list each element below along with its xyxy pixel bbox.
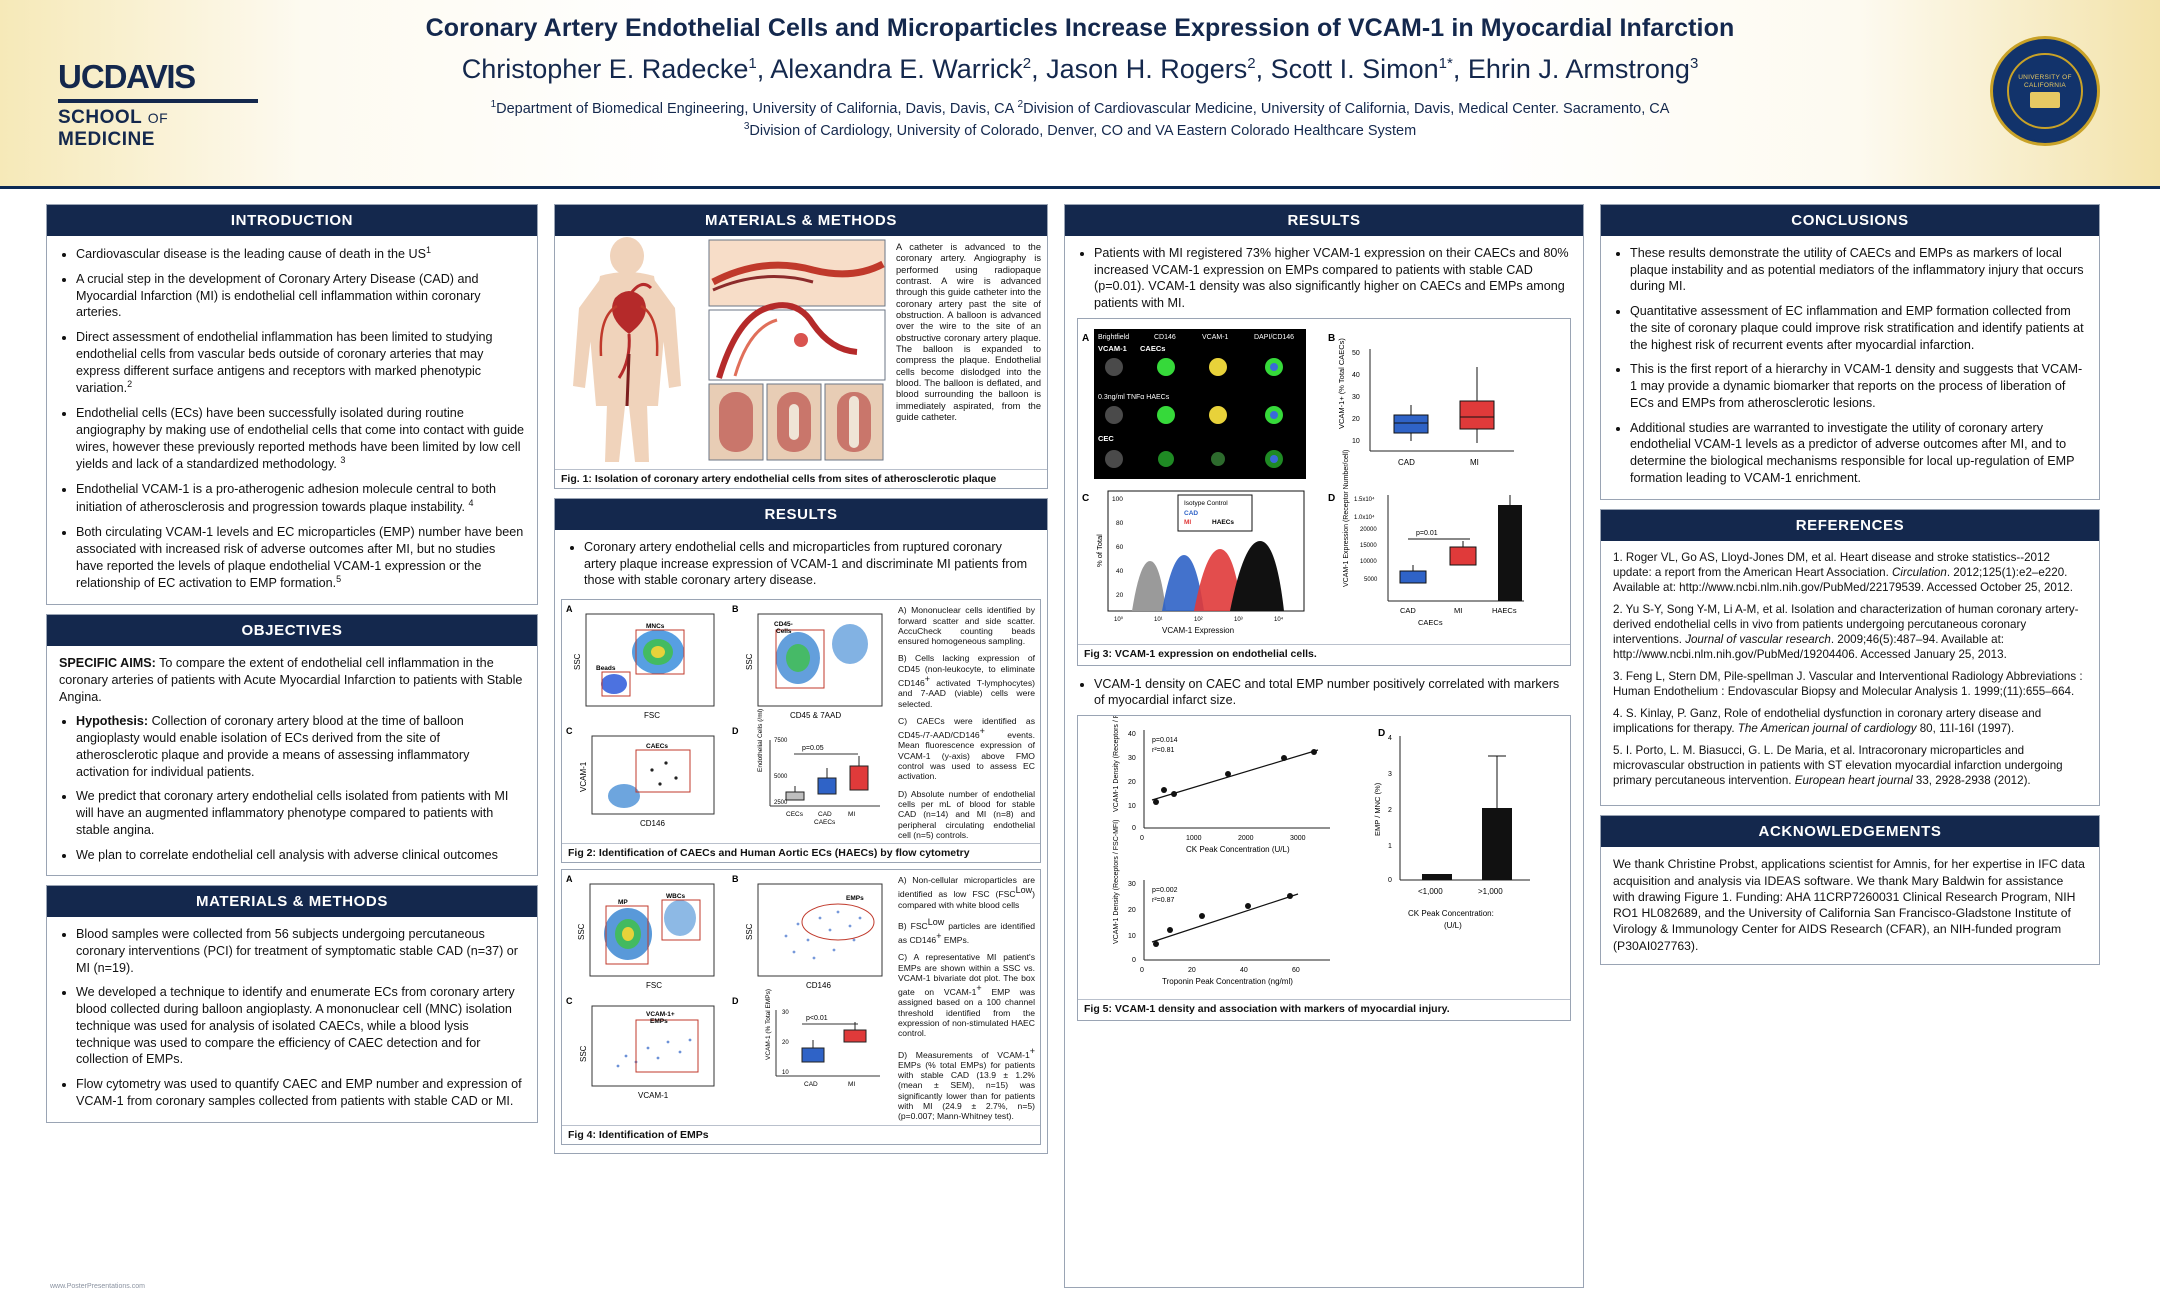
svg-text:10¹: 10¹	[1154, 616, 1163, 623]
svg-text:DAPI/CD146: DAPI/CD146	[1254, 333, 1295, 341]
reference-item: 4. S. Kinlay, P. Ganz, Role of endothelial dysfunction in coronary artery disease and implications for therapy. The American journal of cardiology 80, 11I-16I (1997).	[1613, 707, 2042, 736]
svg-text:VCAM-1+: VCAM-1+	[646, 1011, 675, 1019]
figure-4-caption: Fig 4: Identification of EMPs	[562, 1125, 1040, 1144]
note-c: C) CAECs were identified as CD45-/7-AAD/CD146+ events. Mean fluorescence expression of VCAM-1 (y-axis) above FMO control was used to assess EC activation.	[898, 715, 1035, 782]
svg-text:10⁰: 10⁰	[1114, 616, 1124, 623]
acknowledgements-title: ACKNOWLEDGEMENTS	[1601, 816, 2099, 847]
svg-text:HAECs: HAECs	[1492, 605, 1517, 615]
svg-text:C: C	[1082, 492, 1090, 504]
seal-label: UNIVERSITY OF CALIFORNIA	[2018, 74, 2072, 89]
svg-text:4: 4	[1388, 735, 1392, 743]
affiliation-line-1: $^1$Department of Biomedical Engineering, University of California, Davis, Davis, CA $^2$Division of Cardiovascular Medicine, University of California, Davis, Medical Center. Sacramento, CA	[490, 99, 1670, 117]
list-item: • Cardiovascular disease is the leading cause of death in the $US^1$	[76, 245, 525, 263]
svg-text:EMP / MNC (%): EMP / MNC (%)	[1373, 782, 1382, 837]
reference-item: 2. Yu S-Y, Song Y-M, Li A-M, et al. Isolation and characterization of human coronary artery-derived endothelial cells in vivo from patients undergoing percutaneous coronary interventions. Journal of vascular research. 2009;46(5):487–94. Available at: http://www.ncbi.nlm.nih.gov/PubMed/19204406. Accessed January 25, 2013.	[1613, 602, 2079, 661]
svg-text:60: 60	[1292, 967, 1300, 975]
svg-text:CD146: CD146	[1154, 333, 1176, 341]
svg-text:60: 60	[1116, 543, 1124, 551]
column-1	[46, 204, 538, 1288]
note-a: A) Non-cellular microparticles are identified as low FSC $(FSC^{Low})$ compared with white blood cells	[898, 875, 1035, 910]
svg-text:D: D	[1378, 728, 1386, 740]
university-seal-icon	[1990, 36, 2100, 146]
note-d: D) Measurements of VCAM-1+ EMPs (% total EMPs) for patients with stable CAD (13.9 ± 1.2% (mean ± SEM), n=15) was significantly lower than for patients with MI (24.9 ± 2.7%, n=5) (p=0.007; Mann-Whitney test).	[898, 1045, 1035, 1122]
svg-text:40: 40	[1116, 567, 1124, 575]
svg-text:<1,000: <1,000	[1418, 887, 1443, 897]
svg-text:Brightfield: Brightfield	[1098, 333, 1130, 341]
figure-5-plots	[1078, 716, 1572, 994]
svg-text:B: B	[732, 604, 739, 615]
svg-text:0: 0	[1388, 877, 1392, 885]
svg-text:CAD: CAD	[1184, 509, 1199, 517]
svg-text:FSC: FSC	[646, 981, 662, 991]
svg-text:p=0.014: p=0.014	[1152, 737, 1178, 745]
note-b: B) Cells lacking expression of CD45 (non-leukocyte, to eliminate CD146+ activated T-lymphocytes) and 7-AAD (viable) cells were selected.	[898, 653, 1035, 709]
conclusions-list	[1613, 245, 2087, 487]
materials-methods-panel-figure	[554, 204, 1048, 489]
figure-2-plots	[562, 600, 892, 843]
seal-book-icon	[2030, 92, 2060, 108]
svg-text:VCAM-1 Density (Receptors / FS: VCAM-1 Density (Receptors / FSC-MFI)	[1113, 716, 1120, 813]
svg-text:CAECs: CAECs	[1140, 343, 1166, 353]
references-title: REFERENCES	[1601, 510, 2099, 541]
svg-text:20: 20	[1352, 415, 1360, 423]
figure-2-caption: Fig 2: Identification of CAECs and Human Aortic ECs (HAECs) by flow cytometry	[562, 843, 1040, 862]
logo-medicine-text: MEDICINE	[58, 129, 155, 150]
svg-text:3: 3	[1388, 771, 1392, 779]
references-panel	[1600, 509, 2100, 807]
svg-text:10: 10	[782, 1070, 789, 1077]
svg-text:C: C	[566, 996, 573, 1007]
svg-text:5000: 5000	[1364, 576, 1378, 583]
svg-text:0: 0	[1140, 967, 1144, 975]
svg-text:MI: MI	[1454, 605, 1463, 615]
svg-text:1.0x10⁴: 1.0x10⁴	[1354, 514, 1375, 521]
svg-text:SSC: SSC	[579, 1045, 588, 1063]
introduction-title: INTRODUCTION	[47, 205, 537, 236]
specific-aims-text: To compare the extent of endothelial cell inflammation in the coronary arteries of patients with Acute Myocardial Infarction to patients with Stable Angina.	[59, 656, 523, 704]
figure-3	[1077, 318, 1571, 666]
svg-text:2500: 2500	[774, 800, 788, 807]
svg-text:CAD: CAD	[804, 1081, 818, 1089]
svg-text:50: 50	[1352, 349, 1360, 357]
objectives-title: OBJECTIVES	[47, 615, 537, 646]
figure-1-anatomy	[555, 236, 705, 469]
svg-text:2000: 2000	[1238, 835, 1254, 843]
objectives-list	[59, 713, 525, 863]
column-2	[554, 204, 1048, 1288]
svg-text:VCAM-1 Density (Receptors / FS: VCAM-1 Density (Receptors / FSC-MFI)	[1113, 819, 1120, 945]
list-item	[76, 713, 525, 780]
figure-1	[555, 236, 1047, 469]
results-panel-left	[554, 498, 1048, 1154]
svg-text:MI: MI	[848, 1081, 856, 1089]
hypothesis-text: Collection of coronary artery blood at the time of balloon angioplasty would enable isolation of ECs derived from the site of atherosclerotic plaque and provide a means of assessing inflammatory activation for individual patients.	[76, 714, 470, 779]
logo-uc-text: UC	[58, 58, 104, 95]
svg-text:MI: MI	[1184, 518, 1192, 526]
objectives-panel	[46, 614, 538, 876]
svg-text:10: 10	[1128, 803, 1136, 811]
svg-text:0: 0	[1132, 825, 1136, 833]
figure-5-caption: Fig 5: VCAM-1 density and association with markers of myocardial injury.	[1078, 999, 1570, 1020]
svg-text:2: 2	[1388, 807, 1392, 815]
figure-3-plots	[1078, 319, 1572, 639]
list-item: • We developed a technique to identify and enumerate ECs from coronary artery blood collected during balloon angioplasty. A mononuclear cell (MNC) isolation technique was used for analysis of isolated CAECs, while a blood lysis technique was used to compare the efficiency of CAEC detection and for collection of EMPs.	[76, 984, 525, 1068]
svg-text:10000: 10000	[1360, 558, 1377, 565]
svg-text:r²=0.87: r²=0.87	[1152, 897, 1175, 905]
svg-text:1: 1	[1388, 843, 1392, 851]
poster-header	[0, 0, 2160, 189]
svg-text:0.3ng/ml TNFα HAECs: 0.3ng/ml TNFα HAECs	[1098, 393, 1170, 401]
svg-text:EMPs: EMPs	[650, 1018, 668, 1026]
materials-list	[59, 926, 525, 1109]
svg-text:20000: 20000	[1360, 526, 1377, 533]
note-d: D) Absolute number of endothelial cells per mL of blood for stable CAD (n=14) and MI (n=8) and peripheral circulating endothelial cell (n=5) controls.	[898, 788, 1035, 840]
figure-4-plots	[562, 870, 892, 1125]
acknowledgements-panel	[1600, 815, 2100, 964]
svg-text:3000: 3000	[1290, 835, 1306, 843]
svg-text:EMPs: EMPs	[846, 895, 864, 903]
list-item: • Both circulating VCAM-1 levels and EC microparticles (EMP) number have been associated with increased risk of adverse outcomes after MI, but no studies have reported the levels of plaque endothelial VCAM-1 expression or the relationship of EC activation to EMP formation.$^5$	[76, 524, 525, 592]
svg-text:20: 20	[782, 1040, 789, 1047]
note-b: B) $FSC^{Low}$ particles are identified as CD146+ EMPs.	[898, 916, 1036, 945]
svg-text:10⁴: 10⁴	[1274, 616, 1284, 623]
svg-text:CAECs: CAECs	[814, 819, 836, 827]
svg-text:40: 40	[1128, 731, 1136, 739]
svg-text:CAECs: CAECs	[1418, 617, 1443, 627]
specific-aims	[59, 655, 525, 705]
svg-text:VCAM-1 (% Total EMPs): VCAM-1 (% Total EMPs)	[765, 989, 772, 1061]
list-item: • These results demonstrate the utility of CAECs and EMPs as markers of local plaque instability and as potential mediators of the inflammatory injury that occurs during MI.	[1630, 245, 2087, 295]
list-item: • A crucial step in the development of Coronary Artery Disease (CAD) and Myocardial Infarction (MI) is endothelial cell inflammation within coronary arteries.	[76, 271, 525, 321]
author-list: Christopher E. Radecke$^1$, Alexandra E. Warrick$^2$, Jason H. Rogers$^2$, Scott I. Simon$^{1*}$, Ehrin J. Armstrong$^3$	[461, 54, 1699, 84]
figure-1-vessel-panels	[705, 236, 890, 469]
figure-5	[1077, 715, 1571, 1021]
hypothesis-label: Hypothesis:	[76, 714, 149, 729]
svg-text:A: A	[566, 604, 573, 615]
svg-text:VCAM-1: VCAM-1	[1202, 333, 1229, 341]
svg-text:10: 10	[1352, 437, 1360, 445]
svg-text:>1,000: >1,000	[1478, 887, 1503, 897]
svg-text:15000: 15000	[1360, 542, 1377, 549]
svg-text:20: 20	[1188, 967, 1196, 975]
svg-text:40: 40	[1240, 967, 1248, 975]
acknowledgements-text: We thank Christine Probst, applications scientist for Amnis, for her expertise in IFC data acquisition and analysis via IDEAS software. We thank Mary Baldwin for assistance with drawing Figure 1. Funding: AHA 11CRP7260031 Clinical Research Program, NIH RO1 HL082689, and the University of California San Francisco-Gladstone Institute of Virology & Immunology Center for AIDS Research (CFAR), an NIH-funded program (P30AI027763).	[1613, 857, 2085, 953]
svg-text:CD45-: CD45-	[774, 621, 793, 629]
list-item: • Endothelial VCAM-1 is a pro-atherogenic adhesion molecule central to both initiation of atherosclerosis and progression towards plaque instability. $^4$	[76, 481, 525, 516]
materials-methods-panel-left	[46, 885, 538, 1122]
svg-text:CAECs: CAECs	[646, 743, 669, 751]
svg-text:Beads: Beads	[596, 665, 616, 673]
introduction-list	[59, 245, 525, 592]
svg-text:30: 30	[782, 1010, 789, 1017]
figure-2	[561, 599, 1041, 863]
svg-text:20: 20	[1128, 907, 1136, 915]
results-right-list-2	[1077, 676, 1571, 709]
page-title: Coronary Artery Endothelial Cells and Microparticles Increase Expression of VCAM-1 in Myocardial Infarction	[425, 14, 1735, 42]
svg-text:Troponin Peak Concentration (n: Troponin Peak Concentration (ng/ml)	[1162, 977, 1293, 987]
list-item: • Direct assessment of endothelial inflammation has been limited to studying endothelial cells from vascular beds outside of coronary arteries that may express different surface antigens and receptors with marked phenotypic variation.$^2$	[76, 329, 525, 397]
svg-text:D: D	[1328, 492, 1336, 504]
svg-text:SSC: SSC	[573, 653, 582, 671]
svg-text:CEC: CEC	[1098, 433, 1114, 443]
svg-text:A: A	[1082, 332, 1090, 344]
materials-title: MATERIALS & METHODS	[47, 886, 537, 917]
note-a: A) Mononuclear cells identified by forward scatter and side scatter. AccuCheck counting beads ensured homogeneous sampling.	[898, 605, 1035, 647]
list-item: • Flow cytometry was used to quantify CAEC and EMP number and expression of VCAM-1 from coronary samples collected from patients with stable CAD or MI.	[76, 1076, 525, 1109]
svg-text:1.5x10⁴: 1.5x10⁴	[1354, 496, 1375, 503]
list-item: • Quantitative assessment of EC inflammation and EMP formation collected from the site of coronary plaque could improve risk stratification and identify patients at the highest risk of recurrent events after myocardial infarction.	[1630, 303, 2087, 353]
svg-text:D: D	[732, 996, 739, 1007]
poster-body	[0, 190, 2160, 1296]
svg-text:CAD: CAD	[818, 811, 832, 819]
svg-text:CAD: CAD	[1398, 457, 1415, 467]
svg-text:30: 30	[1352, 393, 1360, 401]
svg-text:10³: 10³	[1234, 616, 1243, 623]
svg-text:CD45 & 7AAD: CD45 & 7AAD	[790, 711, 842, 721]
svg-text:20: 20	[1128, 779, 1136, 787]
svg-text:(U/L): (U/L)	[1444, 921, 1462, 931]
list-item: • Patients with MI registered 73% higher VCAM-1 expression on their CAECs and 80% increased VCAM-1 expression on EMPs compared to patients with stable CAD (p=0.01). VCAM-1 density was also significantly higher on CAECs and EMPs among patients with MI.	[1094, 245, 1571, 312]
svg-text:20: 20	[1116, 591, 1124, 599]
poster-template-credit: www.PosterPresentations.com	[50, 1283, 145, 1290]
flow-cytometry-plots-fig2	[562, 600, 892, 830]
conclusions-title: CONCLUSIONS	[1601, 205, 2099, 236]
list-item: • This is the first report of a hierarchy in VCAM-1 density and suggests that VCAM-1 may provide a dynamic biomarker that reports on the process of liberation of ECs and EMPs from atherosclerotic lesions.	[1630, 361, 2087, 411]
svg-text:VCAM-1: VCAM-1	[1098, 343, 1127, 353]
svg-text:7500: 7500	[774, 738, 788, 745]
svg-text:p=0.05: p=0.05	[802, 745, 824, 753]
column-4	[1600, 204, 2100, 1288]
reference-item: 5. I. Porto, L. M. Biasucci, G. L. De Maria, et al. Intracoronary microparticles and microvascular obstruction in patients with ST elevation myocardial infarction undergoing primary percutaneous intervention. European heart journal 33, 2928-2938 (2012).	[1613, 744, 2063, 788]
figure-2-notes	[892, 600, 1040, 843]
svg-text:B: B	[1328, 332, 1336, 344]
svg-text:100: 100	[1112, 495, 1123, 503]
note-c: C) A representative MI patient's EMPs are shown within a SSC vs. VCAM-1 bivariate dot plot. The box gate on VCAM-1+ EMP was assigned based on a 100 channel threshold identified from the expression of non-stimulated HAEC control.	[898, 952, 1036, 1039]
svg-text:Cells: Cells	[776, 628, 792, 636]
svg-text:MP: MP	[618, 899, 628, 907]
svg-text:HAECs: HAECs	[1212, 518, 1235, 526]
list-item: • VCAM-1 density on CAEC and total EMP number positively correlated with markers of myocardial infarct size.	[1094, 676, 1571, 709]
svg-text:MI: MI	[1470, 457, 1479, 467]
figure-3-caption: Fig 3: VCAM-1 expression on endothelial cells.	[1078, 644, 1570, 665]
svg-text:10²: 10²	[1194, 616, 1203, 623]
results-right-list-1	[1077, 245, 1571, 312]
figure-1-description: A catheter is advanced to the coronary artery. Angiography is performed using radiopaque contrast. A wire is advanced through this guide catheter into the coronary artery past the site of obstruction. A balloon is advanced over the wire to the site of an obstructive coronary artery plaque. The balloon is expanded to compress the plaque. Endothelial cells become dislodged into the blood. The balloon is deflated, and blood surrounding the balloon is immediately aspirated, from the guide catheter.	[896, 242, 1041, 422]
svg-text:CK Peak Concentration:: CK Peak Concentration:	[1408, 909, 1494, 919]
affiliation-line-2: $^3$Division of Cardiology, University of Colorado, Denver, CO and VA Eastern Colorado Healthcare System	[743, 120, 1417, 139]
specific-aims-label: SPECIFIC AIMS:	[59, 656, 156, 671]
results-left-list	[567, 539, 1035, 589]
conclusions-panel	[1600, 204, 2100, 500]
svg-text:1000: 1000	[1186, 835, 1202, 843]
svg-text:VCAM-1+ (% Total CAECs): VCAM-1+ (% Total CAECs)	[1337, 338, 1346, 429]
introduction-panel	[46, 204, 538, 605]
svg-text:WBCs: WBCs	[666, 893, 686, 901]
svg-text:VCAM-1: VCAM-1	[579, 761, 588, 793]
svg-text:SSC: SSC	[577, 923, 586, 941]
svg-text:VCAM-1 Expression: VCAM-1 Expression	[1162, 625, 1235, 635]
results-title-2: RESULTS	[1065, 205, 1583, 236]
svg-text:5000: 5000	[774, 774, 788, 781]
svg-text:MI: MI	[848, 811, 856, 819]
svg-text:40: 40	[1352, 371, 1360, 379]
svg-text:30: 30	[1128, 881, 1136, 889]
svg-text:30: 30	[1128, 755, 1136, 763]
svg-text:10: 10	[1128, 933, 1136, 941]
logo-davis-text: DAVIS	[103, 58, 195, 95]
svg-text:CD146: CD146	[806, 981, 831, 991]
list-item: • Endothelial cells (ECs) have been successfully isolated during routine angiography by making use of endothelial cells that come into contact with guide wires, however these previously reported methods have been limited by low cell yields and lack of a standardized methodology. $^3$	[76, 405, 525, 473]
figure-4	[561, 869, 1041, 1145]
svg-text:FSC: FSC	[644, 711, 660, 721]
reference-item: 3. Feng L, Stern DM, Pile-spellman J. Vascular and Interventional Radiology Abbreviations : Human Endothelium : Endovascular Biopsy and Molecular Analysis 1. 1999;(11):655–664.	[1613, 669, 2083, 699]
list-item: • Additional studies are warranted to investigate the utility of coronary artery endothelial VCAM-1 levels as a predictor of adverse outcomes after MI, and to determine the biological mechanisms responsible for local up-regulation of EMP formation leading to VCAM-1 enrichment.	[1630, 420, 2087, 487]
list-item: • Coronary artery endothelial cells and microparticles from ruptured coronary artery plaque increase expression of VCAM-1 and discriminate MI patients from those with stable coronary artery disease.	[584, 539, 1035, 589]
svg-text:SSC: SSC	[745, 653, 754, 671]
results-panel-right	[1064, 204, 1584, 1288]
figure-1-caption: Fig. 1: Isolation of coronary artery endothelial cells from sites of atherosclerotic plaque	[555, 469, 1047, 488]
svg-text:r²=0.81: r²=0.81	[1152, 747, 1175, 755]
figure-4-notes	[892, 870, 1040, 1125]
anatomy-illustration-icon	[555, 236, 705, 464]
svg-text:p=0.01: p=0.01	[1416, 529, 1438, 537]
svg-text:0: 0	[1132, 957, 1136, 965]
vessel-diagram-icon	[705, 236, 890, 464]
svg-text:80: 80	[1116, 519, 1124, 527]
svg-text:VCAM-1: VCAM-1	[638, 1091, 669, 1101]
logo-of-text: OF	[147, 110, 169, 126]
svg-text:p<0.01: p<0.01	[806, 1015, 828, 1023]
svg-text:CECs: CECs	[786, 811, 803, 819]
flow-cytometry-plots-fig4	[562, 870, 892, 1102]
svg-text:A: A	[566, 874, 573, 885]
svg-text:Isotype Control: Isotype Control	[1184, 499, 1228, 507]
affiliations	[200, 98, 1960, 142]
svg-text:SSC: SSC	[745, 923, 754, 941]
svg-text:CD146: CD146	[640, 819, 665, 829]
column-3	[1064, 204, 1584, 1288]
list-item: • We predict that coronary artery endothelial cells isolated from patients with MI will have an augmented inflammatory phenotype compared to patients with stable angina.	[76, 788, 525, 838]
svg-text:B: B	[732, 874, 739, 885]
svg-text:MNCs: MNCs	[646, 623, 665, 631]
svg-text:% of Total: % of Total	[1095, 534, 1104, 567]
logo-school-text: SCHOOL	[58, 107, 142, 128]
svg-text:D: D	[732, 726, 739, 737]
svg-text:C: C	[566, 726, 573, 737]
list-item: • Blood samples were collected from 56 subjects undergoing percutaneous coronary interventions (PCI) for treatment of symptomatic stable CAD (n=37) or MI (n=19).	[76, 926, 525, 976]
svg-text:p=0.002: p=0.002	[1152, 887, 1178, 895]
materials-title-2: MATERIALS & METHODS	[555, 205, 1047, 236]
svg-text:CAD: CAD	[1400, 605, 1416, 615]
results-title: RESULTS	[555, 499, 1047, 530]
reference-item: 1. Roger VL, Go AS, Lloyd-Jones DM, et al. Heart disease and stroke statistics--2012 update: a report from the American Heart Association. Circulation. 2012;125(1):e2–e220. Available at: http://www.ncbi.nlm.nih.gov/PubMed/22179539. Accessed October 25, 2012.	[1613, 550, 2073, 594]
svg-text:Endothelial Cells (/ml): Endothelial Cells (/ml)	[757, 708, 764, 773]
list-item: • We plan to correlate endothelial cell analysis with adverse clinical outcomes	[76, 847, 525, 864]
svg-text:VCAM-1 Expression (Receptor Nu: VCAM-1 Expression (Receptor Number/cell)	[1343, 449, 1350, 587]
svg-text:CK Peak Concentration (U/L): CK Peak Concentration (U/L)	[1186, 845, 1290, 855]
svg-text:0: 0	[1140, 835, 1144, 843]
